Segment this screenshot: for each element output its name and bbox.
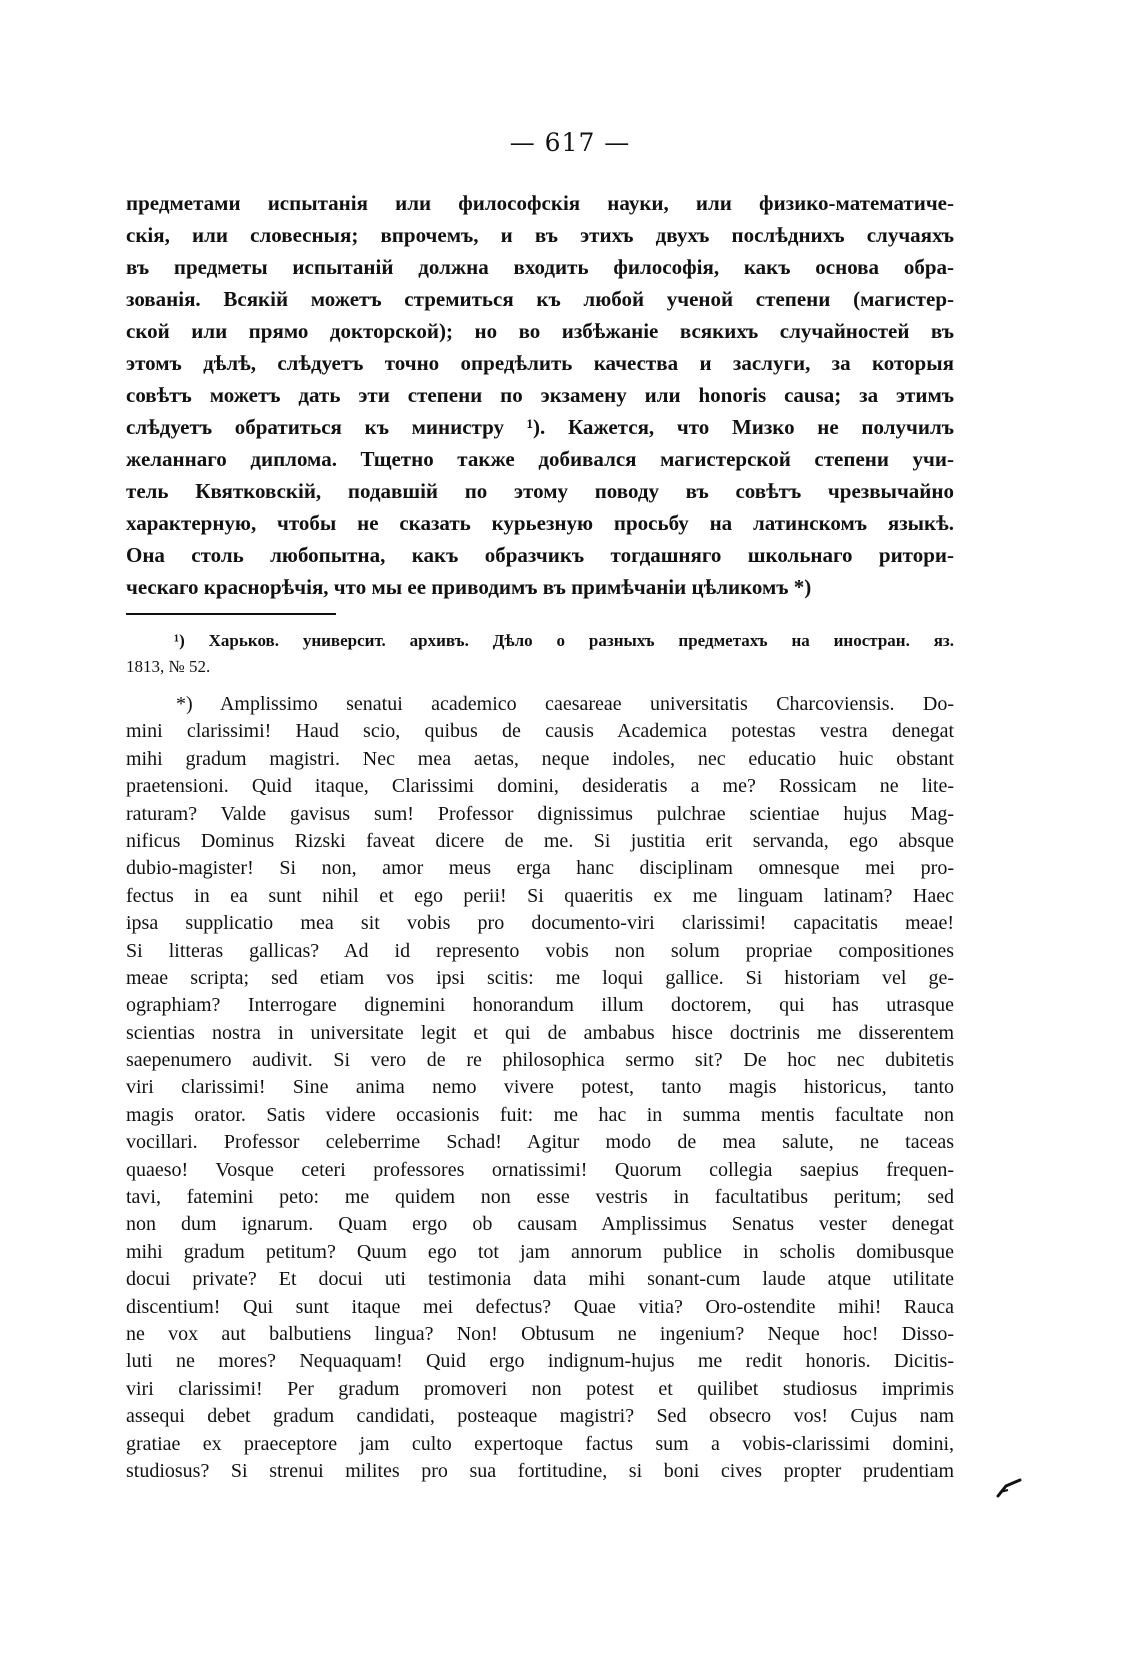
main-text-line-11: характерную, чтобы не сказать курьезную просьбу на латинскомъ языкѣ. — [126, 511, 954, 535]
latin-footnote-line-21: mihi gradum petitum? Quum ego tot jam annorum publice in scholis domibusque — [126, 1240, 954, 1263]
footnote-latin-petition — [126, 691, 954, 1485]
latin-footnote-line-8: fectus in ea sunt nihil et ego perii! Si quaeritis ex me linguam latinam? Haec — [126, 884, 954, 907]
latin-footnote-line-14: saepenumero audivit. Si vero de re philosophica sermo sit? De hoc nec dubitetis — [126, 1049, 954, 1072]
latin-footnote-line-29: studiosus? Si strenui milites pro sua fortitudine, si boni cives propter prudentiam — [126, 1459, 954, 1482]
latin-footnote-line-28: gratiae ex praeceptore jam culto expertoque factus sum a vobis-clarissimi domini, — [126, 1432, 954, 1455]
page-number: — 617 — — [509, 128, 631, 157]
main-text-block — [126, 187, 954, 603]
latin-footnote-line-23: discentium! Qui sunt itaque mei defectus? Quae vitia? Oro-ostendite mihi! Rauca — [126, 1295, 954, 1318]
latin-footnote-line-12: ographiam? Interrogare dignemini honorandum illum doctorem, qui has utrasque — [126, 994, 954, 1017]
latin-footnote-line-25: luti ne mores? Nequaquam! Quid ergo indignum-hujus me redit honoris. Dicitis- — [126, 1350, 954, 1373]
latin-footnote-line-22: docui privatе? Et docui uti testimonia data mihi sonant-cum laude atque utilitate — [126, 1268, 954, 1291]
footnote-archive-line-2: 1813, № 52. — [126, 657, 211, 676]
latin-footnote-line-6: nificus Dominus Rizski faveat dicere de me. Si justitia erit servanda, ego absque — [126, 829, 954, 852]
latin-footnote-line-1: *) Amplissimo senatui academico caesareae universitatis Charcoviensis. Do- — [176, 693, 954, 715]
latin-footnote-line-9: ipsa supplicatio mea sit vobis pro documento-viri clarissimi! capacitatis meae! — [126, 912, 954, 935]
main-text-line-7: совѣтъ можетъ дать эти степени по экзамену или honoris causa; за этимъ — [126, 383, 954, 407]
footnote-archive-line-1: ¹) Харьков. университ. архивъ. Дѣло о разныхъ предметахъ на иностран. яз. — [174, 631, 954, 650]
main-text-line-1: предметами испытанія или философскія науки, или физико-математиче- — [126, 191, 954, 215]
latin-footnote-line-16: magis orator. Satis videre occasionis fuit: me hac in summa mentis facultate non — [126, 1103, 954, 1126]
main-text-line-4: зованія. Всякій можетъ стремиться къ любой ученой степени (магистер- — [126, 287, 954, 311]
latin-footnote-line-27: assequi debet gradum candidati, posteaque magistri? Sed obsecro vos! Cujus nam — [126, 1405, 954, 1428]
main-text-line-3: въ предметы испытаній должна входить философія, какъ основа обра- — [126, 255, 954, 279]
latin-footnote-line-11: meae scripta; sed etiam vos ipsi scitis: me loqui gallice. Si historiam vel ge- — [126, 966, 954, 989]
latin-footnote-line-20: non dum ignarum. Quam ergo ob causam Amplissimus Senatus vester denegat — [126, 1213, 954, 1236]
main-text-line-13: ческаго краснорѣчія, что мы ее приводимъ въ примѣчаніи цѣликомъ *) — [126, 575, 812, 599]
stray-ink-mark — [996, 1478, 1022, 1498]
latin-footnote-line-2: mini clarissimi! Haud scio, quibus de causis Academica potestas vestra denegat — [126, 720, 954, 743]
latin-footnote-line-19: tavi, fatemini peto: me quidem non esse vestris in facultatibus peritum; sed — [126, 1186, 954, 1209]
latin-footnote-line-15: viri clarissimi! Sine anima nemo vivere potest, tanto magis historicus, tanto — [126, 1076, 954, 1099]
latin-footnote-line-26: viri clarissimi! Per gradum promoveri non potest et quilibet studiosus imprimis — [126, 1377, 954, 1400]
main-text-line-6: этомъ дѣлѣ, слѣдуетъ точно опредѣлить качества и заслуги, за которыя — [126, 351, 954, 375]
main-text-line-12: Она столь любопытна, какъ образчикъ тогдашняго школьнаго ритори- — [126, 543, 954, 567]
latin-footnote-line-17: vocillari. Professor celeberrime Schad! Agitur modo de mea salute, ne taceas — [126, 1131, 954, 1154]
latin-footnote-line-3: mihi gradum magistri. Nec mea aetas, neque indoles, nec educatio huic obstant — [126, 747, 954, 770]
main-text-line-5: ской или прямо докторской); но во избѣжаніе всякихъ случайностей въ — [126, 319, 954, 343]
latin-footnote-line-10: Si litteras gallicas? Ad id represento vobis non solum propriae compositiones — [126, 939, 954, 962]
main-text-line-9: желаннаго диплома. Тщетно также добивался магистерской степени учи- — [126, 447, 954, 471]
latin-footnote-line-18: quaeso! Vosque ceteri professores ornatissimi! Quorum collegia saepius frequen- — [126, 1158, 954, 1181]
main-text-line-10: тель Квятковскій, подавшій по этому поводу въ совѣтъ чрезвычайно — [126, 479, 954, 503]
latin-footnote-line-4: praetensioni. Quid itaque, Clarissimi domini, desideratis a me? Rossicam ne lite- — [126, 775, 954, 798]
footnote-archive-reference — [126, 628, 954, 680]
main-text-line-8: слѣдуетъ обратиться къ министру ¹). Кажется, что Мизко не получилъ — [126, 415, 954, 439]
latin-footnote-line-24: ne vox aut balbutiens lingua? Non! Obtusum ne ingenium? Neque hoc! Disso- — [126, 1322, 954, 1345]
footnote-separator-rule — [126, 613, 336, 615]
main-text-line-2: скія, или словесныя; впрочемъ, и въ этихъ двухъ послѣднихъ случаяхъ — [126, 223, 954, 247]
latin-footnote-line-5: raturam? Valde gavisus sum! Professor dignissimus pulchrae scientiae hujus Mag- — [126, 802, 954, 825]
latin-footnote-line-7: dubio-magister! Si non, amor meus erga hanc disciplinam omnesque mei pro- — [126, 857, 954, 880]
latin-footnote-line-13: scientias nostra in universitate legit et qui de ambabus hisce doctrinis me disserentem — [126, 1021, 954, 1044]
